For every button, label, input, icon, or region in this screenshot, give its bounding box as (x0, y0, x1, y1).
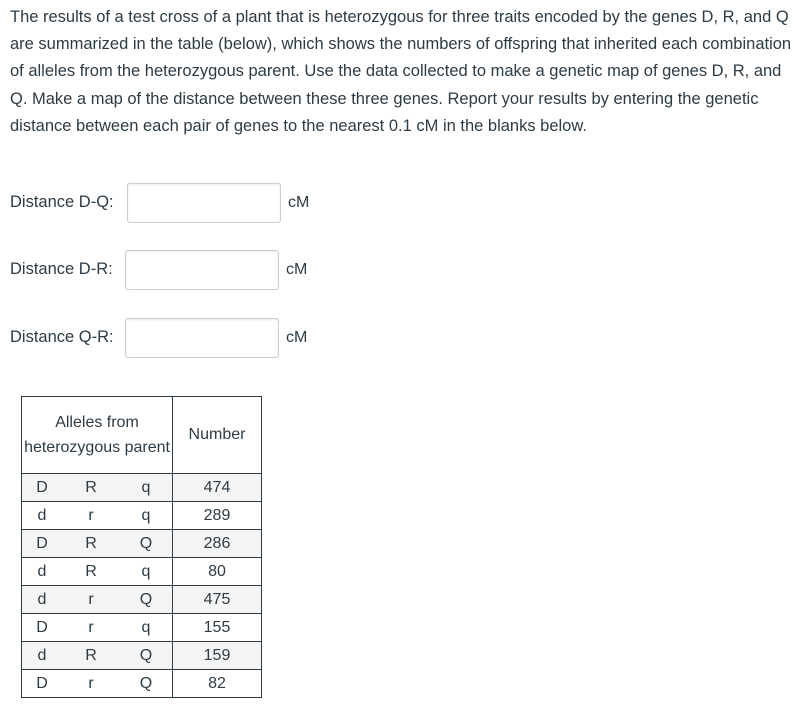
distance-d-r-label: Distance D-R: (10, 260, 113, 278)
allele-cell (22, 614, 173, 642)
count-cell: 159 (173, 642, 262, 670)
allele-g3: q (141, 478, 151, 496)
distance-d-q-label: Distance D-Q: (10, 193, 114, 211)
header-number: Number (173, 397, 262, 474)
distance-d-q-unit: cM (288, 194, 310, 211)
allele-g2: r (88, 618, 94, 636)
count-cell: 155 (173, 614, 262, 642)
distance-d-q-input[interactable] (127, 183, 281, 223)
allele-g3: Q (139, 534, 153, 552)
table-body (22, 474, 262, 698)
table-header-row (22, 397, 262, 474)
distance-q-r-unit: cM (286, 329, 308, 346)
allele-cell (22, 670, 173, 698)
allele-g1: D (36, 674, 48, 692)
allele-g2: R (85, 562, 97, 580)
count-cell: 474 (173, 474, 262, 502)
allele-g1: d (37, 590, 47, 608)
allele-g1: d (37, 562, 47, 580)
allele-cell (22, 586, 173, 614)
allele-g2: R (85, 646, 97, 664)
distance-d-r-input[interactable] (125, 250, 279, 290)
allele-g3: Q (139, 590, 153, 608)
table-row (22, 502, 262, 530)
distance-q-r-input[interactable] (125, 318, 279, 358)
table-row (22, 530, 262, 558)
distance-d-r-unit: cM (286, 261, 308, 278)
allele-g3: q (141, 506, 151, 524)
allele-g2: r (88, 590, 94, 608)
table-row (22, 642, 262, 670)
table-row (22, 474, 262, 502)
allele-cell (22, 642, 173, 670)
header-alleles: Alleles from heterozygous parent (22, 397, 173, 474)
allele-g3: q (141, 618, 151, 636)
allele-cell (22, 502, 173, 530)
count-cell: 82 (173, 670, 262, 698)
count-cell: 286 (173, 530, 262, 558)
table-row (22, 558, 262, 586)
allele-g2: R (85, 478, 97, 496)
count-cell: 475 (173, 586, 262, 614)
allele-g1: d (37, 506, 47, 524)
allele-g1: D (36, 618, 48, 636)
allele-g3: q (141, 562, 151, 580)
count-cell: 289 (173, 502, 262, 530)
table-row (22, 586, 262, 614)
distance-q-r-label: Distance Q-R: (10, 328, 114, 346)
question-text: The results of a test cross of a plant that is heterozygous for three traits encoded by the genes D, R, and Q are summarized in the table (below), which shows the numbers of offspring that inherited each combination of alleles from the heterozygous parent. Use the data collected to make a genetic map of genes D, R, and Q. Make a map of the distance between these three genes. Report your results by entering the genetic distance between each pair of genes to the nearest 0.1 cM in the blanks below. (10, 8, 792, 135)
count-cell: 80 (173, 558, 262, 586)
allele-cell (22, 558, 173, 586)
allele-g3: Q (139, 674, 153, 692)
allele-g1: D (36, 478, 48, 496)
allele-g1: d (37, 646, 47, 664)
allele-g2: R (85, 534, 97, 552)
allele-g1: D (36, 534, 48, 552)
allele-g2: r (88, 674, 94, 692)
table-row (22, 670, 262, 698)
table-row (22, 614, 262, 642)
allele-cell (22, 474, 173, 502)
offspring-table (21, 396, 262, 698)
allele-g2: r (88, 506, 94, 524)
allele-g3: Q (139, 646, 153, 664)
allele-cell (22, 530, 173, 558)
